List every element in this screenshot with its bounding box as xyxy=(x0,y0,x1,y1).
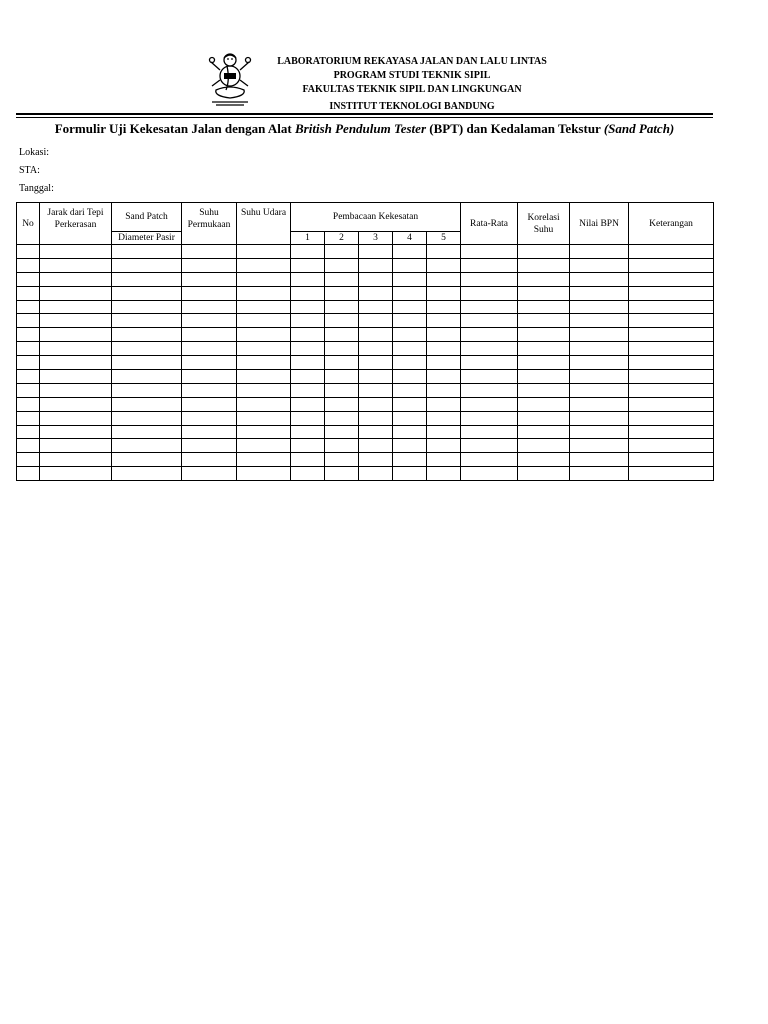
table-cell[interactable] xyxy=(291,383,325,397)
table-cell[interactable] xyxy=(461,411,518,425)
table-cell[interactable] xyxy=(182,286,237,300)
table-cell[interactable] xyxy=(325,258,359,272)
table-cell[interactable] xyxy=(629,439,714,453)
table-cell[interactable] xyxy=(393,383,427,397)
table-cell[interactable] xyxy=(17,272,40,286)
table-cell[interactable] xyxy=(359,453,393,467)
table-cell[interactable] xyxy=(570,272,629,286)
table-cell[interactable] xyxy=(182,328,237,342)
table-row xyxy=(17,425,714,439)
tanggal-field[interactable]: Tanggal: xyxy=(19,183,54,194)
col-diameter-pasir: Diameter Pasir xyxy=(112,232,182,245)
table-cell[interactable] xyxy=(427,439,461,453)
table-cell[interactable] xyxy=(518,300,570,314)
table-cell[interactable] xyxy=(237,342,291,356)
table-cell[interactable] xyxy=(427,467,461,481)
table-cell[interactable] xyxy=(291,328,325,342)
sta-field[interactable]: STA: xyxy=(19,165,40,176)
table-cell[interactable] xyxy=(570,328,629,342)
table-cell[interactable] xyxy=(291,370,325,384)
table-cell[interactable] xyxy=(393,272,427,286)
itb-ganesha-logo xyxy=(206,50,254,108)
table-cell[interactable] xyxy=(461,314,518,328)
table-cell[interactable] xyxy=(570,356,629,370)
table-cell[interactable] xyxy=(182,356,237,370)
table-cell[interactable] xyxy=(393,342,427,356)
table-cell[interactable] xyxy=(570,397,629,411)
table-cell[interactable] xyxy=(182,272,237,286)
table-cell[interactable] xyxy=(40,467,112,481)
table-cell[interactable] xyxy=(518,425,570,439)
table-cell[interactable] xyxy=(427,397,461,411)
col-jarak: Jarak dari Tepi Perkerasan xyxy=(40,203,112,245)
table-cell[interactable] xyxy=(112,356,182,370)
table-cell[interactable] xyxy=(393,453,427,467)
lab-name: LABORATORIUM REKAYASA JALAN DAN LALU LINTAS xyxy=(277,56,547,67)
lokasi-field[interactable]: Lokasi: xyxy=(19,147,49,158)
col-suhu-udara: Suhu Udara xyxy=(237,203,291,245)
table-cell[interactable] xyxy=(427,370,461,384)
table-cell[interactable] xyxy=(40,397,112,411)
table-row xyxy=(17,356,714,370)
table-cell[interactable] xyxy=(461,356,518,370)
table-cell[interactable] xyxy=(393,286,427,300)
table-cell[interactable] xyxy=(237,328,291,342)
table-cell[interactable] xyxy=(393,425,427,439)
table-cell[interactable] xyxy=(291,245,325,259)
table-cell[interactable] xyxy=(518,453,570,467)
table-cell[interactable] xyxy=(237,245,291,259)
table-cell[interactable] xyxy=(237,397,291,411)
table-cell[interactable] xyxy=(461,397,518,411)
table-cell[interactable] xyxy=(17,245,40,259)
table-cell[interactable] xyxy=(393,300,427,314)
measurement-table xyxy=(16,202,714,481)
table-cell[interactable] xyxy=(570,411,629,425)
table-row xyxy=(17,467,714,481)
table-cell[interactable] xyxy=(40,245,112,259)
table-cell[interactable] xyxy=(518,245,570,259)
table-cell[interactable] xyxy=(182,300,237,314)
table-cell[interactable] xyxy=(237,314,291,328)
table-cell[interactable] xyxy=(427,286,461,300)
col-pembacaan: Pembacaan Kekesatan xyxy=(291,203,461,232)
table-row xyxy=(17,258,714,272)
table-cell[interactable] xyxy=(237,383,291,397)
table-cell[interactable] xyxy=(112,453,182,467)
table-cell[interactable] xyxy=(461,258,518,272)
table-cell[interactable] xyxy=(427,342,461,356)
table-cell[interactable] xyxy=(427,356,461,370)
table-cell[interactable] xyxy=(291,425,325,439)
table-cell[interactable] xyxy=(291,467,325,481)
table-cell[interactable] xyxy=(461,286,518,300)
table-cell[interactable] xyxy=(518,286,570,300)
table-cell[interactable] xyxy=(427,245,461,259)
table-cell[interactable] xyxy=(40,425,112,439)
table-cell[interactable] xyxy=(17,370,40,384)
table-cell[interactable] xyxy=(518,439,570,453)
table-row xyxy=(17,383,714,397)
table-cell[interactable] xyxy=(17,258,40,272)
table-cell[interactable] xyxy=(112,314,182,328)
table-cell[interactable] xyxy=(112,467,182,481)
form-title: Formulir Uji Kekesatan Jalan dengan Alat British Pendulum Tester (BPT) dan Kedalaman Tekstur (Sand Patch) xyxy=(54,121,675,136)
table-cell[interactable] xyxy=(237,467,291,481)
table-cell[interactable] xyxy=(393,439,427,453)
table-cell[interactable] xyxy=(359,258,393,272)
table-cell[interactable] xyxy=(291,314,325,328)
table-cell[interactable] xyxy=(427,300,461,314)
table-cell[interactable] xyxy=(237,356,291,370)
table-cell[interactable] xyxy=(427,383,461,397)
table-cell[interactable] xyxy=(518,314,570,328)
table-cell[interactable] xyxy=(629,383,714,397)
table-cell[interactable] xyxy=(427,314,461,328)
table-cell[interactable] xyxy=(182,425,237,439)
table-cell[interactable] xyxy=(291,439,325,453)
table-cell[interactable] xyxy=(518,342,570,356)
table-cell[interactable] xyxy=(40,300,112,314)
table-cell[interactable] xyxy=(291,356,325,370)
table-cell[interactable] xyxy=(291,342,325,356)
table-cell[interactable] xyxy=(112,328,182,342)
table-cell[interactable] xyxy=(518,397,570,411)
table-cell[interactable] xyxy=(182,411,237,425)
col-reading-3: 3 xyxy=(359,232,393,245)
table-row xyxy=(17,314,714,328)
table-cell[interactable] xyxy=(359,328,393,342)
table-cell[interactable] xyxy=(461,342,518,356)
header-rule-thin xyxy=(16,117,713,118)
table-row xyxy=(17,370,714,384)
table-cell[interactable] xyxy=(40,411,112,425)
table-row xyxy=(17,453,714,467)
table-cell[interactable] xyxy=(40,272,112,286)
table-cell[interactable] xyxy=(461,467,518,481)
table-cell[interactable] xyxy=(40,356,112,370)
table-cell[interactable] xyxy=(629,328,714,342)
table-cell[interactable] xyxy=(629,286,714,300)
table-cell[interactable] xyxy=(40,383,112,397)
col-reading-5: 5 xyxy=(427,232,461,245)
table-cell[interactable] xyxy=(112,258,182,272)
table-cell[interactable] xyxy=(359,245,393,259)
table-cell[interactable] xyxy=(393,467,427,481)
table-cell[interactable] xyxy=(325,439,359,453)
table-cell[interactable] xyxy=(570,453,629,467)
table-cell[interactable] xyxy=(359,425,393,439)
table-cell[interactable] xyxy=(570,314,629,328)
table-row xyxy=(17,397,714,411)
table-cell[interactable] xyxy=(112,439,182,453)
table-cell[interactable] xyxy=(17,356,40,370)
table-cell[interactable] xyxy=(518,258,570,272)
table-cell[interactable] xyxy=(237,425,291,439)
table-cell[interactable] xyxy=(112,342,182,356)
col-korelasi-suhu: Korelasi Suhu xyxy=(518,203,570,245)
table-cell[interactable] xyxy=(359,383,393,397)
table-cell[interactable] xyxy=(427,411,461,425)
table-cell[interactable] xyxy=(325,453,359,467)
table-cell[interactable] xyxy=(182,342,237,356)
table-cell[interactable] xyxy=(629,300,714,314)
table-cell[interactable] xyxy=(359,286,393,300)
table-cell[interactable] xyxy=(182,245,237,259)
table-cell[interactable] xyxy=(461,383,518,397)
table-cell[interactable] xyxy=(325,397,359,411)
table-cell[interactable] xyxy=(291,258,325,272)
col-rata-rata: Rata-Rata xyxy=(461,203,518,245)
col-suhu-permukaan: Suhu Permukaan xyxy=(182,203,237,245)
table-cell[interactable] xyxy=(17,328,40,342)
table-cell[interactable] xyxy=(17,286,40,300)
table-cell[interactable] xyxy=(325,300,359,314)
table-cell[interactable] xyxy=(518,467,570,481)
table-cell[interactable] xyxy=(182,258,237,272)
table-cell[interactable] xyxy=(291,300,325,314)
table-cell[interactable] xyxy=(359,342,393,356)
table-cell[interactable] xyxy=(40,286,112,300)
table-cell[interactable] xyxy=(40,328,112,342)
table-cell[interactable] xyxy=(40,258,112,272)
table-cell[interactable] xyxy=(629,453,714,467)
table-cell[interactable] xyxy=(17,314,40,328)
table-cell[interactable] xyxy=(393,245,427,259)
faculty-name: FAKULTAS TEKNIK SIPIL DAN LINGKUNGAN xyxy=(302,84,522,95)
table-cell[interactable] xyxy=(629,370,714,384)
table-cell[interactable] xyxy=(427,258,461,272)
table-cell[interactable] xyxy=(112,245,182,259)
table-row xyxy=(17,342,714,356)
table-cell[interactable] xyxy=(359,397,393,411)
table-cell[interactable] xyxy=(112,397,182,411)
table-cell[interactable] xyxy=(629,411,714,425)
table-cell[interactable] xyxy=(570,383,629,397)
table-cell[interactable] xyxy=(40,370,112,384)
table-cell[interactable] xyxy=(291,397,325,411)
table-cell[interactable] xyxy=(427,272,461,286)
table-cell[interactable] xyxy=(629,356,714,370)
table-row xyxy=(17,272,714,286)
table-cell[interactable] xyxy=(325,467,359,481)
study-program: PROGRAM STUDI TEKNIK SIPIL xyxy=(333,70,491,81)
table-cell[interactable] xyxy=(629,397,714,411)
table-cell[interactable] xyxy=(325,356,359,370)
table-cell[interactable] xyxy=(393,258,427,272)
table-cell[interactable] xyxy=(325,425,359,439)
table-cell[interactable] xyxy=(182,439,237,453)
table-cell[interactable] xyxy=(393,411,427,425)
table-cell[interactable] xyxy=(325,286,359,300)
header-rule-thick xyxy=(16,113,713,115)
table-cell[interactable] xyxy=(427,328,461,342)
table-row xyxy=(17,300,714,314)
table-cell[interactable] xyxy=(427,453,461,467)
table-cell[interactable] xyxy=(17,397,40,411)
table-cell[interactable] xyxy=(112,425,182,439)
table-cell[interactable] xyxy=(112,383,182,397)
col-nilai-bpn: Nilai BPN xyxy=(570,203,629,245)
col-reading-4: 4 xyxy=(393,232,427,245)
table-cell[interactable] xyxy=(629,467,714,481)
table-cell[interactable] xyxy=(325,245,359,259)
table-cell[interactable] xyxy=(461,328,518,342)
table-cell[interactable] xyxy=(570,370,629,384)
table-cell[interactable] xyxy=(325,342,359,356)
table-cell[interactable] xyxy=(182,314,237,328)
table-cell[interactable] xyxy=(570,439,629,453)
table-cell[interactable] xyxy=(182,397,237,411)
table-cell[interactable] xyxy=(629,425,714,439)
table-cell[interactable] xyxy=(570,286,629,300)
table-row xyxy=(17,286,714,300)
table-cell[interactable] xyxy=(393,314,427,328)
table-cell[interactable] xyxy=(359,439,393,453)
table-cell[interactable] xyxy=(17,300,40,314)
table-cell[interactable] xyxy=(17,453,40,467)
table-cell[interactable] xyxy=(461,425,518,439)
table-cell[interactable] xyxy=(17,467,40,481)
table-cell[interactable] xyxy=(393,397,427,411)
table-cell[interactable] xyxy=(629,258,714,272)
table-cell[interactable] xyxy=(461,439,518,453)
table-cell[interactable] xyxy=(237,370,291,384)
table-cell[interactable] xyxy=(629,245,714,259)
col-no: No xyxy=(17,203,40,245)
table-cell[interactable] xyxy=(325,314,359,328)
table-cell[interactable] xyxy=(112,286,182,300)
table-cell[interactable] xyxy=(518,411,570,425)
table-cell[interactable] xyxy=(182,383,237,397)
table-cell[interactable] xyxy=(112,370,182,384)
table-cell[interactable] xyxy=(518,370,570,384)
table-cell[interactable] xyxy=(570,258,629,272)
table-cell[interactable] xyxy=(325,370,359,384)
table-cell[interactable] xyxy=(291,286,325,300)
table-cell[interactable] xyxy=(629,272,714,286)
table-cell[interactable] xyxy=(570,425,629,439)
table-cell[interactable] xyxy=(40,314,112,328)
table-cell[interactable] xyxy=(359,356,393,370)
table-cell[interactable] xyxy=(17,411,40,425)
table-row xyxy=(17,439,714,453)
table-cell[interactable] xyxy=(393,370,427,384)
table-cell[interactable] xyxy=(237,300,291,314)
table-row xyxy=(17,328,714,342)
table-cell[interactable] xyxy=(40,453,112,467)
table-cell[interactable] xyxy=(237,453,291,467)
table-cell[interactable] xyxy=(17,439,40,453)
table-cell[interactable] xyxy=(291,453,325,467)
table-cell[interactable] xyxy=(17,383,40,397)
table-cell[interactable] xyxy=(427,425,461,439)
table-cell[interactable] xyxy=(359,467,393,481)
table-cell[interactable] xyxy=(518,383,570,397)
table-cell[interactable] xyxy=(40,439,112,453)
table-cell[interactable] xyxy=(461,272,518,286)
table-cell[interactable] xyxy=(291,411,325,425)
table-cell[interactable] xyxy=(112,300,182,314)
table-body xyxy=(17,245,714,481)
col-sand-patch: Sand Patch xyxy=(112,203,182,232)
table-cell[interactable] xyxy=(570,342,629,356)
table-cell[interactable] xyxy=(570,300,629,314)
col-reading-1: 1 xyxy=(291,232,325,245)
table-cell[interactable] xyxy=(182,453,237,467)
table-cell[interactable] xyxy=(237,286,291,300)
table-cell[interactable] xyxy=(629,342,714,356)
table-row xyxy=(17,245,714,259)
table-cell[interactable] xyxy=(393,356,427,370)
table-cell[interactable] xyxy=(40,342,112,356)
table-cell[interactable] xyxy=(17,342,40,356)
table-cell[interactable] xyxy=(291,272,325,286)
table-cell[interactable] xyxy=(359,370,393,384)
table-cell[interactable] xyxy=(325,383,359,397)
table-cell[interactable] xyxy=(461,370,518,384)
table-cell[interactable] xyxy=(461,300,518,314)
table-cell[interactable] xyxy=(237,258,291,272)
table-cell[interactable] xyxy=(182,467,237,481)
table-cell[interactable] xyxy=(237,439,291,453)
col-reading-2: 2 xyxy=(325,232,359,245)
table-cell[interactable] xyxy=(461,245,518,259)
table-cell[interactable] xyxy=(518,356,570,370)
table-cell[interactable] xyxy=(570,467,629,481)
table-cell[interactable] xyxy=(325,411,359,425)
table-cell[interactable] xyxy=(359,272,393,286)
table-cell[interactable] xyxy=(17,425,40,439)
table-cell[interactable] xyxy=(570,245,629,259)
table-cell[interactable] xyxy=(518,272,570,286)
table-cell[interactable] xyxy=(393,328,427,342)
table-cell[interactable] xyxy=(237,272,291,286)
col-keterangan: Keterangan xyxy=(629,203,714,245)
table-cell[interactable] xyxy=(325,328,359,342)
table-cell[interactable] xyxy=(237,411,291,425)
table-cell[interactable] xyxy=(325,272,359,286)
table-cell[interactable] xyxy=(629,314,714,328)
table-cell[interactable] xyxy=(359,314,393,328)
table-row xyxy=(17,411,714,425)
table-cell[interactable] xyxy=(359,300,393,314)
table-cell[interactable] xyxy=(461,453,518,467)
table-cell[interactable] xyxy=(182,370,237,384)
table-cell[interactable] xyxy=(518,328,570,342)
table-cell[interactable] xyxy=(112,411,182,425)
table-cell[interactable] xyxy=(112,272,182,286)
institute-name: INSTITUT TEKNOLOGI BANDUNG xyxy=(329,101,495,112)
table-cell[interactable] xyxy=(359,411,393,425)
